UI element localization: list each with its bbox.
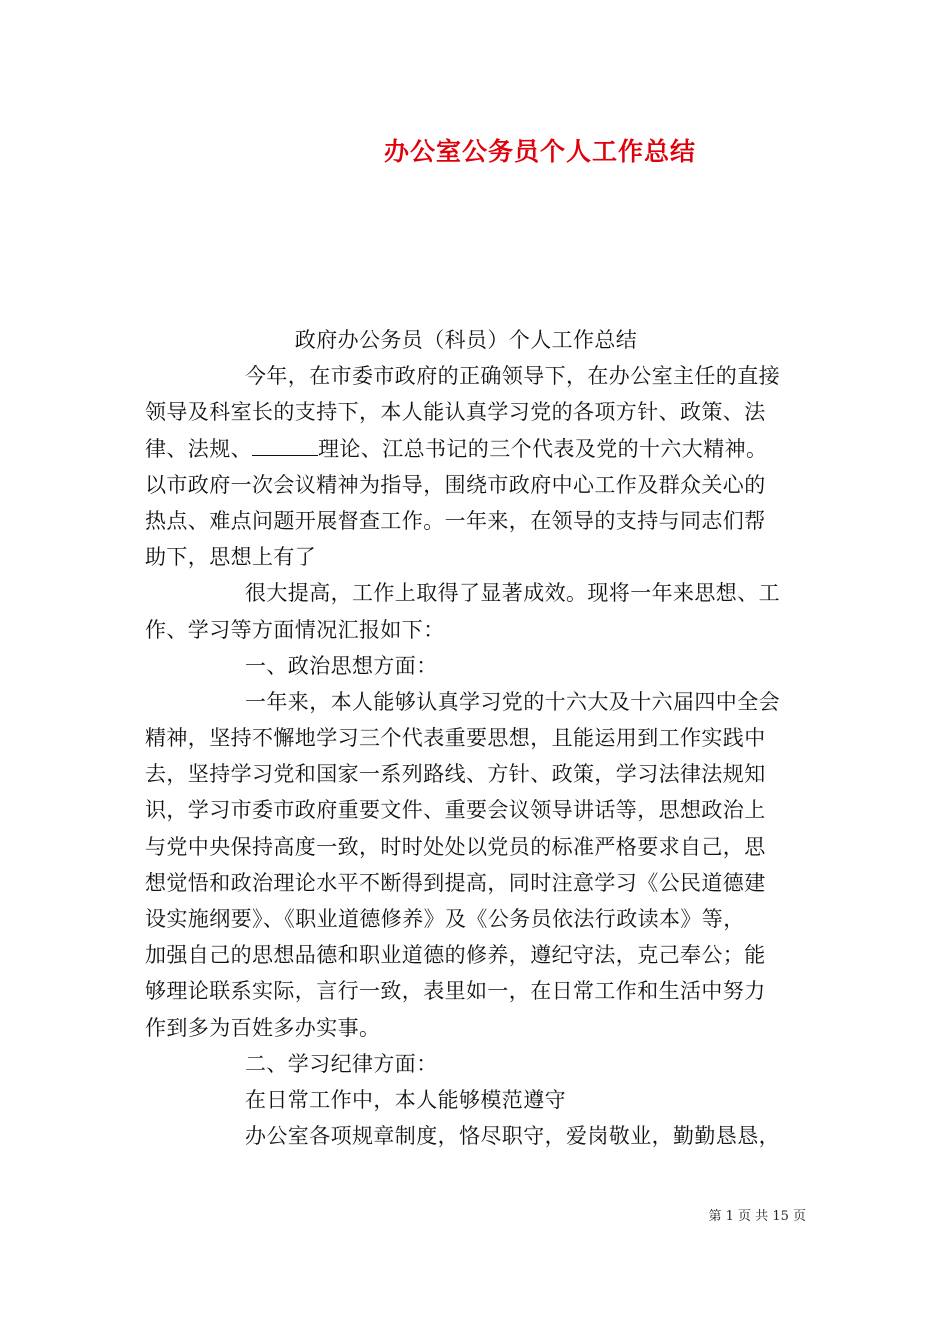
paragraph-line: 想觉悟和政治理论水平不断得到提高，同时注意学习《公民道德建 bbox=[145, 870, 766, 895]
paragraph-line: 很大提高，工作上取得了显著成效。现将一年来思想、工 bbox=[245, 581, 780, 606]
section-heading: 二、学习纪律方面： bbox=[245, 1051, 438, 1076]
paragraph-line: 够理论联系实际，言行一致，表里如一，在日常工作和生活中努力 bbox=[145, 979, 766, 1004]
paragraph-line: 加强自己的思想品德和职业道德的修养，遵纪守法，克己奉公；能 bbox=[145, 943, 766, 968]
line-prefix: 律、法规、 bbox=[145, 436, 252, 461]
section-heading: 一、政治思想方面： bbox=[245, 653, 438, 678]
line-suffix: 理论、江总书记的三个代表及党的十六大精神。 bbox=[318, 436, 768, 461]
paragraph-line: 精神，坚持不懈地学习三个代表重要思想，且能运用到工作实践中 bbox=[145, 726, 766, 751]
paragraph-line: 热点、难点问题开展督查工作。一年来，在领导的支持与同志们帮 bbox=[145, 508, 766, 533]
paragraph-line bbox=[145, 431, 807, 467]
paragraph-line: 作到多为百姓多办实事。 bbox=[145, 1015, 381, 1040]
paragraph-line: 识，学习市委市政府重要文件、重要会议领导讲话等，思想政治上 bbox=[145, 798, 766, 823]
paragraph-line: 与党中央保持高度一致，时时处处以党员的标准严格要求自己，思 bbox=[145, 834, 766, 859]
paragraph-line: 作、学习等方面情况汇报如下： bbox=[145, 617, 445, 642]
document-title: 办公室公务员个人工作总结 bbox=[383, 137, 696, 166]
paragraph-line: 去，坚持学习党和国家一系列路线、方针、政策，学习法律法规知 bbox=[145, 762, 766, 787]
paragraph-line: 以市政府一次会议精神为指导，围绕市政府中心工作及群众关心的 bbox=[145, 472, 766, 497]
page-number: 第 1 页 共 15 页 bbox=[708, 1209, 806, 1224]
paragraph-line: 一年来，本人能够认真学习党的十六大及十六届四中全会 bbox=[245, 689, 780, 714]
document-body bbox=[145, 322, 807, 1154]
paragraph-line: 今年，在市委市政府的正确领导下，在办公室主任的直接 bbox=[245, 364, 780, 389]
paragraph-line: 在日常工作中，本人能够模范遵守 bbox=[245, 1087, 566, 1112]
paragraph-line: 助下，思想上有了 bbox=[145, 545, 317, 570]
paragraph-line: 办公室各项规章制度，恪尽职守，爱岗敬业，勤勤恳恳， bbox=[245, 1124, 780, 1149]
paragraph-line: 设实施纲要》、《职业道德修养》及《公务员依法行政读本》等， bbox=[145, 907, 745, 931]
paragraph-line: 领导及科室长的支持下，本人能认真学习党的各项方针、政策、法 bbox=[145, 400, 766, 425]
fill-in-blank bbox=[252, 439, 318, 456]
document-subtitle: 政府办公务员（科员）个人工作总结 bbox=[294, 328, 638, 352]
